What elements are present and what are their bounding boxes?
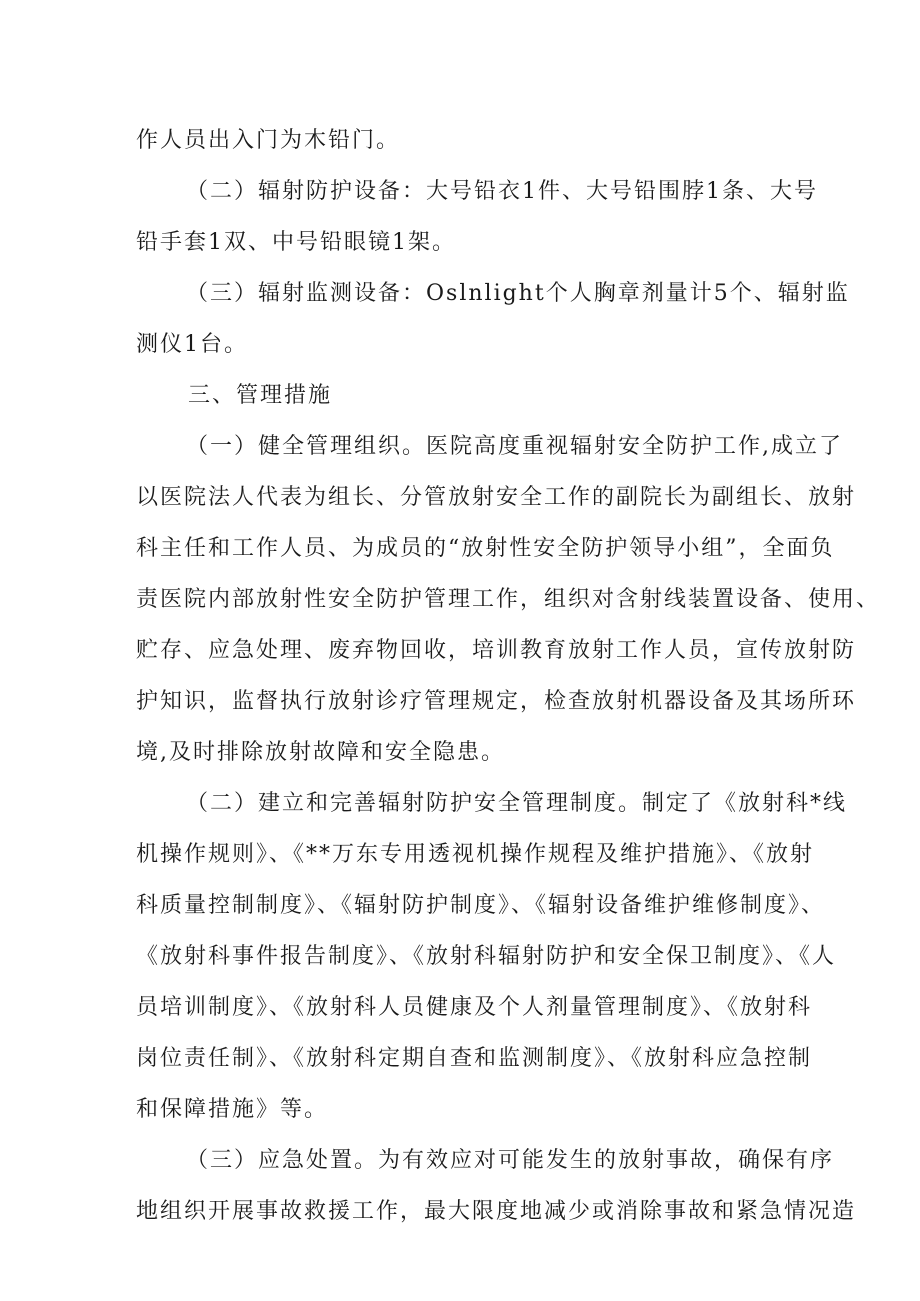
text-line-11: 贮存、应急处理、废弃物回收，培训教育放射工作人员，宣传放射防 xyxy=(136,638,857,663)
text-line-10: 责医院内部放射性安全防护管理工作，组织对含射线装置设备、使用、 xyxy=(136,587,881,612)
text-line-12: 护知识，监督执行放射诊疗管理规定，检查放射机器设备及其场所环 xyxy=(136,689,857,714)
text-line-2: （二）辐射防护设备：大号铅衣1件、大号铅围脖1条、大号 xyxy=(186,179,818,204)
text-line-16: 科质量控制制度》、《辐射防护制度》、《辐射设备维护维修制度》、 xyxy=(136,893,826,918)
text-line-1: 作人员出入门为木铅门。 xyxy=(136,128,401,153)
text-line-7: （一）健全管理组织。医院高度重视辐射安全防护工作,成立了 xyxy=(186,434,843,459)
text-line-17: 《放射科事件报告制度》、《放射科辐射防护和安全保卫制度》、《人 xyxy=(136,944,837,969)
text-line-13: 境,及时排除放射故障和安全隐患。 xyxy=(136,740,505,765)
text-line-4: （三）辐射监测设备：Oslnlight个人胸章剂量计5个、辐射监 xyxy=(186,281,850,306)
text-line-18: 员培训制度》、《放射科人员健康及个人剂量管理制度》、《放射科 xyxy=(136,995,813,1020)
text-line-3: 铅手套1双、中号铅眼镜1架。 xyxy=(136,230,456,255)
text-line-9: 科主任和工作人员、为成员的“放射性安全防护领导小组”，全面负 xyxy=(136,536,835,561)
text-line-19: 岗位责任制》、《放射科定期自查和监测制度》、《放射科应急控制 xyxy=(136,1046,813,1071)
text-line-22: 地组织开展事故救援工作，最大限度地减少或消除事故和紧急情况造 xyxy=(136,1199,857,1224)
text-line-5: 测仪1台。 xyxy=(136,332,248,357)
text-line-8: 以医院法人代表为组长、分管放射安全工作的副院长为副组长、放射 xyxy=(136,485,857,510)
text-line-15: 机操作规则》、《**万东专用透视机操作规程及维护措施》、《放射 xyxy=(136,842,815,867)
text-line-20: 和保障措施》等。 xyxy=(136,1097,329,1122)
section-heading: 三、管理措施 xyxy=(188,383,333,408)
text-line-14: （二）建立和完善辐射防护安全管理制度。制定了《放射科*线 xyxy=(186,791,848,816)
text-line-21: （三）应急处置。为有效应对可能发生的放射事故，确保有序 xyxy=(186,1148,835,1173)
